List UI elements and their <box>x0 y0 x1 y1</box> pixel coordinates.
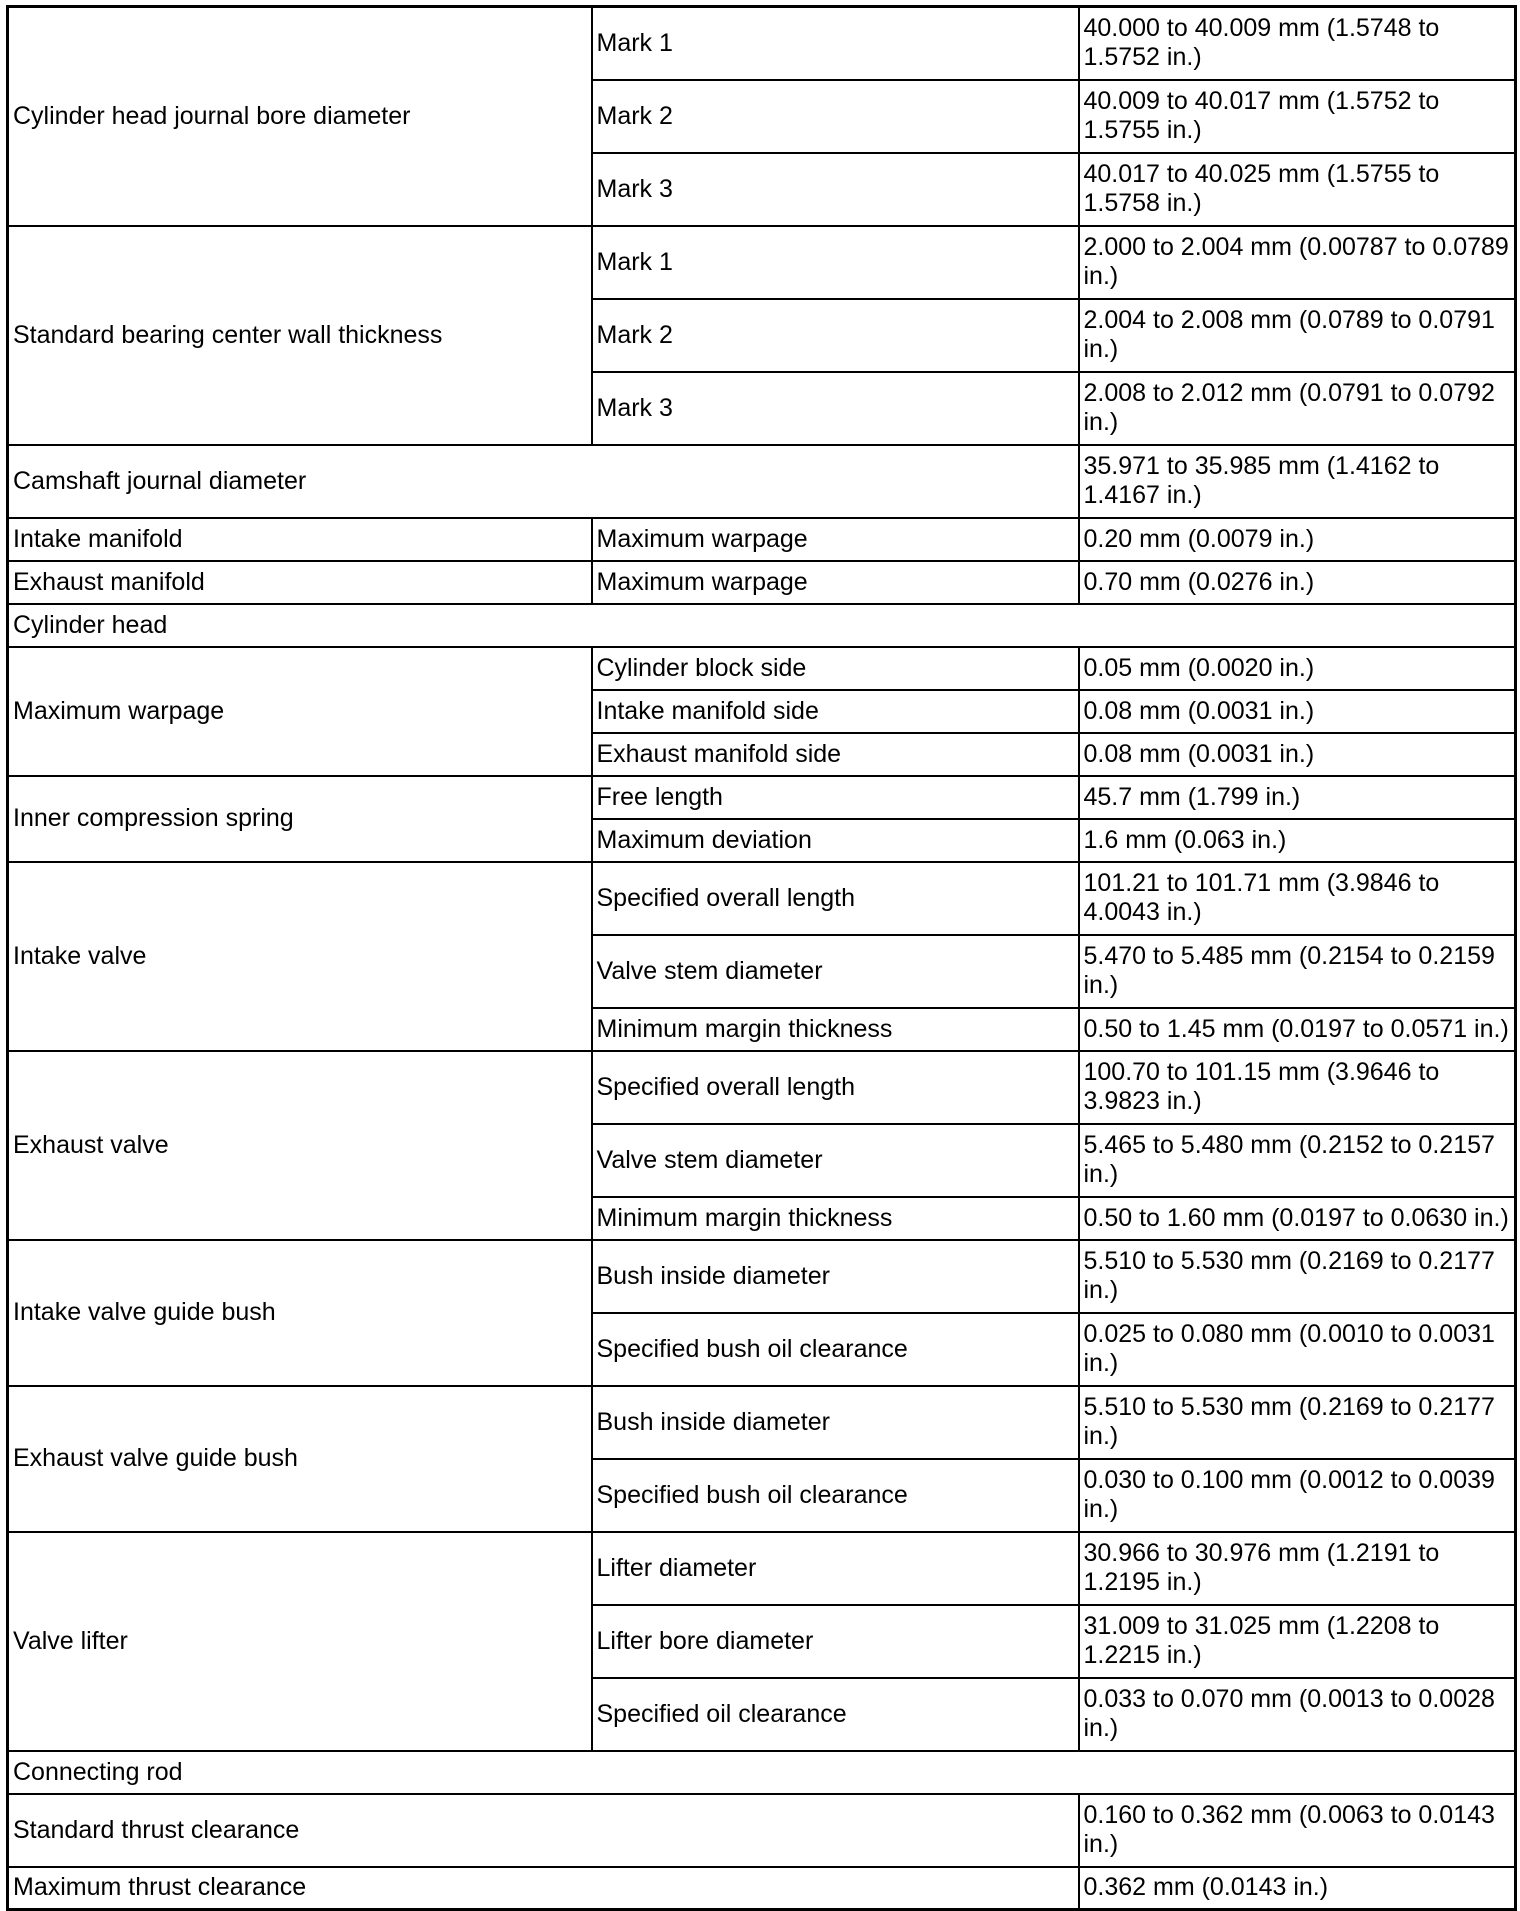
item-cell: Inner compression spring <box>8 776 592 862</box>
table-row <box>8 604 1516 647</box>
item-cell: Exhaust valve <box>8 1051 592 1240</box>
item-cell: Exhaust manifold <box>8 561 592 604</box>
section-header-cell: Connecting rod <box>8 1751 1516 1794</box>
value-cell: 40.017 to 40.025 mm (1.5755 to 1.5758 in.) <box>1079 153 1516 226</box>
value-cell: 101.21 to 101.71 mm (3.9846 to 4.0043 in.) <box>1079 862 1516 935</box>
condition-cell: Mark 2 <box>592 299 1079 372</box>
item-cell: Valve lifter <box>8 1532 592 1751</box>
condition-cell: Valve stem diameter <box>592 935 1079 1008</box>
item-cell: Intake manifold <box>8 518 592 561</box>
condition-cell: Intake manifold side <box>592 690 1079 733</box>
item-cell: Exhaust valve guide bush <box>8 1386 592 1532</box>
value-cell: 0.033 to 0.070 mm (0.0013 to 0.0028 in.) <box>1079 1678 1516 1751</box>
value-cell: 0.025 to 0.080 mm (0.0010 to 0.0031 in.) <box>1079 1313 1516 1386</box>
value-cell: 0.20 mm (0.0079 in.) <box>1079 518 1516 561</box>
value-cell: 5.465 to 5.480 mm (0.2152 to 0.2157 in.) <box>1079 1124 1516 1197</box>
specifications-table-body <box>8 7 1516 1910</box>
condition-cell: Valve stem diameter <box>592 1124 1079 1197</box>
item-cell: Maximum warpage <box>8 647 592 776</box>
value-cell: 0.50 to 1.60 mm (0.0197 to 0.0630 in.) <box>1079 1197 1516 1240</box>
value-cell: 0.05 mm (0.0020 in.) <box>1079 647 1516 690</box>
condition-cell: Specified bush oil clearance <box>592 1313 1079 1386</box>
value-cell: 100.70 to 101.15 mm (3.9646 to 3.9823 in.) <box>1079 1051 1516 1124</box>
condition-cell: Maximum deviation <box>592 819 1079 862</box>
value-cell: 0.362 mm (0.0143 in.) <box>1079 1867 1516 1910</box>
value-cell: 5.470 to 5.485 mm (0.2154 to 0.2159 in.) <box>1079 935 1516 1008</box>
table-row <box>8 7 1516 80</box>
item-cell: Cylinder head journal bore diameter <box>8 7 592 226</box>
condition-cell: Bush inside diameter <box>592 1240 1079 1313</box>
condition-cell: Free length <box>592 776 1079 819</box>
condition-cell: Minimum margin thickness <box>592 1008 1079 1051</box>
value-cell: 30.966 to 30.976 mm (1.2191 to 1.2195 in.) <box>1079 1532 1516 1605</box>
table-row <box>8 1867 1516 1910</box>
value-cell: 5.510 to 5.530 mm (0.2169 to 0.2177 in.) <box>1079 1386 1516 1459</box>
condition-cell: Maximum warpage <box>592 518 1079 561</box>
condition-cell: Specified oil clearance <box>592 1678 1079 1751</box>
value-cell: 45.7 mm (1.799 in.) <box>1079 776 1516 819</box>
value-cell: 2.004 to 2.008 mm (0.0789 to 0.0791 in.) <box>1079 299 1516 372</box>
value-cell: 0.08 mm (0.0031 in.) <box>1079 733 1516 776</box>
item-cell: Camshaft journal diameter <box>8 445 1079 518</box>
item-cell: Intake valve <box>8 862 592 1051</box>
value-cell: 2.000 to 2.004 mm (0.00787 to 0.0789 in.) <box>1079 226 1516 299</box>
condition-cell: Mark 1 <box>592 226 1079 299</box>
table-row <box>8 1051 1516 1124</box>
condition-cell: Specified bush oil clearance <box>592 1459 1079 1532</box>
value-cell: 2.008 to 2.012 mm (0.0791 to 0.0792 in.) <box>1079 372 1516 445</box>
value-cell: 0.160 to 0.362 mm (0.0063 to 0.0143 in.) <box>1079 1794 1516 1867</box>
condition-cell: Maximum warpage <box>592 561 1079 604</box>
value-cell: 5.510 to 5.530 mm (0.2169 to 0.2177 in.) <box>1079 1240 1516 1313</box>
value-cell: 31.009 to 31.025 mm (1.2208 to 1.2215 in.) <box>1079 1605 1516 1678</box>
condition-cell: Mark 1 <box>592 7 1079 80</box>
item-cell: Standard bearing center wall thickness <box>8 226 592 445</box>
value-cell: 40.009 to 40.017 mm (1.5752 to 1.5755 in.) <box>1079 80 1516 153</box>
value-cell: 1.6 mm (0.063 in.) <box>1079 819 1516 862</box>
value-cell: 35.971 to 35.985 mm (1.4162 to 1.4167 in.) <box>1079 445 1516 518</box>
table-row <box>8 561 1516 604</box>
table-row <box>8 1794 1516 1867</box>
table-row <box>8 518 1516 561</box>
value-cell: 0.08 mm (0.0031 in.) <box>1079 690 1516 733</box>
condition-cell: Mark 3 <box>592 372 1079 445</box>
value-cell: 0.030 to 0.100 mm (0.0012 to 0.0039 in.) <box>1079 1459 1516 1532</box>
item-cell: Maximum thrust clearance <box>8 1867 1079 1910</box>
value-cell: 0.70 mm (0.0276 in.) <box>1079 561 1516 604</box>
condition-cell: Lifter bore diameter <box>592 1605 1079 1678</box>
table-row <box>8 445 1516 518</box>
table-row <box>8 1386 1516 1459</box>
condition-cell: Mark 2 <box>592 80 1079 153</box>
table-row <box>8 776 1516 819</box>
table-row <box>8 1751 1516 1794</box>
section-header-cell: Cylinder head <box>8 604 1516 647</box>
table-row <box>8 1532 1516 1605</box>
condition-cell: Mark 3 <box>592 153 1079 226</box>
condition-cell: Specified overall length <box>592 862 1079 935</box>
table-row <box>8 862 1516 935</box>
value-cell: 0.50 to 1.45 mm (0.0197 to 0.0571 in.) <box>1079 1008 1516 1051</box>
condition-cell: Exhaust manifold side <box>592 733 1079 776</box>
condition-cell: Bush inside diameter <box>592 1386 1079 1459</box>
condition-cell: Lifter diameter <box>592 1532 1079 1605</box>
condition-cell: Specified overall length <box>592 1051 1079 1124</box>
table-row <box>8 226 1516 299</box>
table-row <box>8 647 1516 690</box>
value-cell: 40.000 to 40.009 mm (1.5748 to 1.5752 in.) <box>1079 7 1516 80</box>
item-cell: Intake valve guide bush <box>8 1240 592 1386</box>
condition-cell: Cylinder block side <box>592 647 1079 690</box>
table-row <box>8 1240 1516 1313</box>
condition-cell: Minimum margin thickness <box>592 1197 1079 1240</box>
item-cell: Standard thrust clearance <box>8 1794 1079 1867</box>
specifications-table <box>6 5 1517 1911</box>
